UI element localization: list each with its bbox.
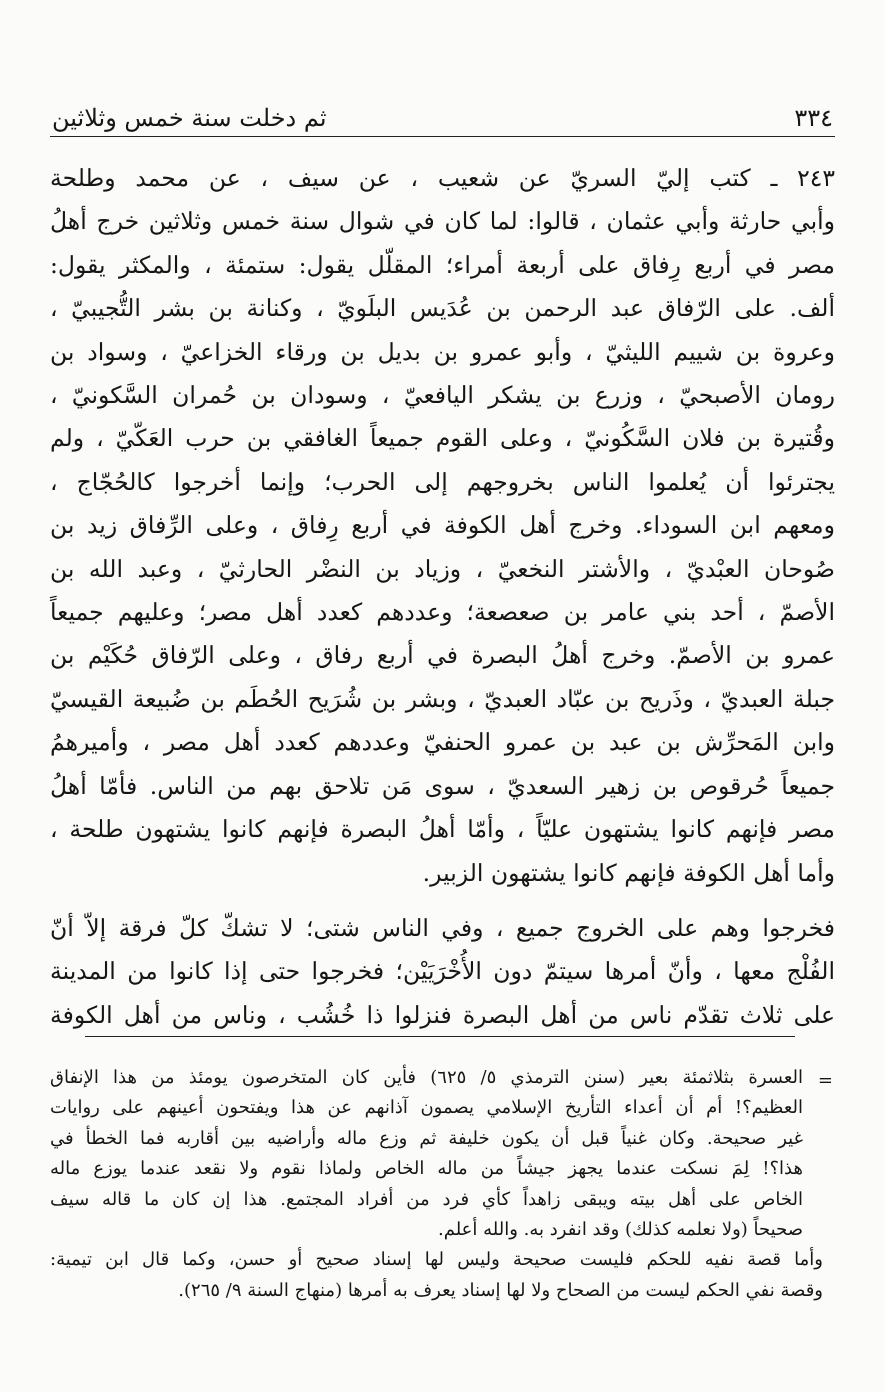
paragraph-departure [50, 907, 835, 1037]
footnote-line: العسرة بثلاثمئة بعير (سنن الترمذي ٥/ ٦٢٥) فأين كان المتخرصون يومئذ من هذا الإنفاق [50, 1067, 803, 1088]
footnote-line: وقصة نفي الحكم ليست من الصحاح ولا لها إسناد يعرف به أمرها (منهاج السنة ٩/ ٢٦٥). [178, 1279, 823, 1301]
text-line: ومعهم ابن السوداء. وخرج أهل الكوفة في أربع رِفاق ، وعلى الرِّفاق زيد بن [50, 511, 835, 540]
text-line: رومان الأصبحيّ ، وزرع بن يشكر اليافعيّ ، وسودان بن حُمران السَّكونيّ ، [50, 381, 835, 410]
text-line: ألف. على الرّفاق عبد الرحمن بن عُدَيس البلَويّ ، وكنانة بن بشر التُّجيبيّ ، [50, 294, 835, 323]
footnote-continuation-marker: = [817, 1070, 833, 1091]
text-line: وابن المَحرِّش بن عبد بن عمرو الحنفيّ وعددهم كعدد أهل مصر ، وأميرهمُ [50, 728, 835, 757]
footnote-line: هذا؟! لِمَ نسكت عندما يجهز جيشاً من ماله الخاص ولماذا نقوم ولا نقعد عندما يوزع ماله [50, 1158, 803, 1180]
footnotes [50, 1063, 823, 1306]
page-header [52, 92, 833, 132]
text-line: على ثلاث تقدّم ناس من أهل البصرة فنزلوا ذا خُشُب ، وناس من أهل الكوفة [50, 1000, 835, 1029]
footnote-continued [50, 1063, 803, 1245]
text-line: عمرو بن الأصمّ. وخرج أهلُ البصرة في أربع رفاق ، وعلى الرّفاق حُكَيْم بن [50, 641, 835, 670]
footnote-rule [85, 1036, 795, 1037]
footnote-line: غير صحيحة. وكان غنياً قبل أن يكون خليفة ثم وزع ماله وأراضيه بين أقاربه فما الخطأ في [50, 1127, 803, 1149]
text-line: يجترئوا أن يُعلموا الناس بخروجهم إلى الحرب؛ وإنما أخرجوا كالحُجّاج ، [50, 467, 835, 496]
text-line: جميعاً حُرقوص بن زهير السعديّ ، سوى مَن تلاحق بهم من الناس. فأمّا أهلُ [50, 771, 835, 800]
text-line: مصر فإنهم كانوا يشتهون عليّاً ، وأمّا أهلُ البصرة فإنهم كانوا يشتهون طلحة ، [50, 815, 835, 844]
text-line: وعروة بن شييم الليثيّ ، وأبو عمرو بن بديل بن ورقاء الخزاعيّ ، وسواد بن [50, 337, 835, 366]
footnote-line: وأما قصة نفيه للحكم فليست صحيحة وليس لها إسناد صحيح أو حسن، وكما قال ابن تيمية: [50, 1249, 823, 1271]
text-line: جبلة العبديّ ، وذَريح بن عبّاد العبديّ ، وبشر بن شُرَيح الحُطَم بن ضُبيعة القيسيّ [50, 684, 835, 713]
footnote-line: صحيحاً (ولا نعلمه كذلك) وقد انفرد به. والله أعلم. [438, 1219, 803, 1241]
text-line: ٢٤٣ ـ كتب إليّ السريّ عن شعيب ، عن سيف ، عن محمد وطلحة [50, 164, 835, 192]
footnote-hakam [50, 1245, 823, 1306]
main-text [50, 157, 835, 1037]
header-rule [50, 136, 835, 137]
text-line: فخرجوا وهم على الخروج جميع ، وفي الناس شتى؛ لا تشكّ كلّ فرقة إلاّ أنّ [50, 913, 835, 942]
running-title: ثم دخلت سنة خمس وثلاثين [52, 104, 327, 132]
text-line: وأما أهل الكوفة فإنهم كانوا يشتهون الزبير. [422, 858, 835, 887]
text-line: وأبي حارثة وأبي عثمان ، قالوا: لما كان في شوال سنة خمس وثلاثين خرج أهلُ [50, 207, 835, 236]
text-line: صُوحان العبْديّ ، والأشتر النخعيّ ، وزياد بن النضْر الحارثيّ ، وعبد الله بن [50, 554, 835, 583]
text-line: الفُلْج معها ، وأنّ أمرها سيتمّ دون الأُخْرَيَيْن؛ فخرجوا حتى إذا كانوا من المدينة [50, 957, 835, 986]
footnote-line: الخاص على أهل بيته ويبقى زاهداً كأي فرد من أفراد المجتمع. هذا إن كان ما قاله سيف [50, 1188, 803, 1210]
text-line: مصر في أربع رِفاق على أربعة أمراء؛ المقلّل يقول: ستمئة ، والمكثر يقول: [50, 250, 835, 279]
footnote-line: العظيم؟! أم أن أعداء التأريخ الإسلامي يصمون آذانهم عن هذا ويفتحون أعينهم على روايات [50, 1097, 803, 1119]
text-line: وقُتيرة بن فلان السَّكُونيّ ، وعلى القوم جميعاً الغافقي بن حرب العَكّيّ ، ولم [50, 424, 835, 453]
text-line: الأصمّ ، أحد بني عامر بن صعصعة؛ وعددهم كعدد أهل مصر؛ وعليهم جميعاً [50, 598, 835, 627]
page-number: ٣٣٤ [794, 104, 833, 132]
paragraph-243 [50, 157, 835, 895]
